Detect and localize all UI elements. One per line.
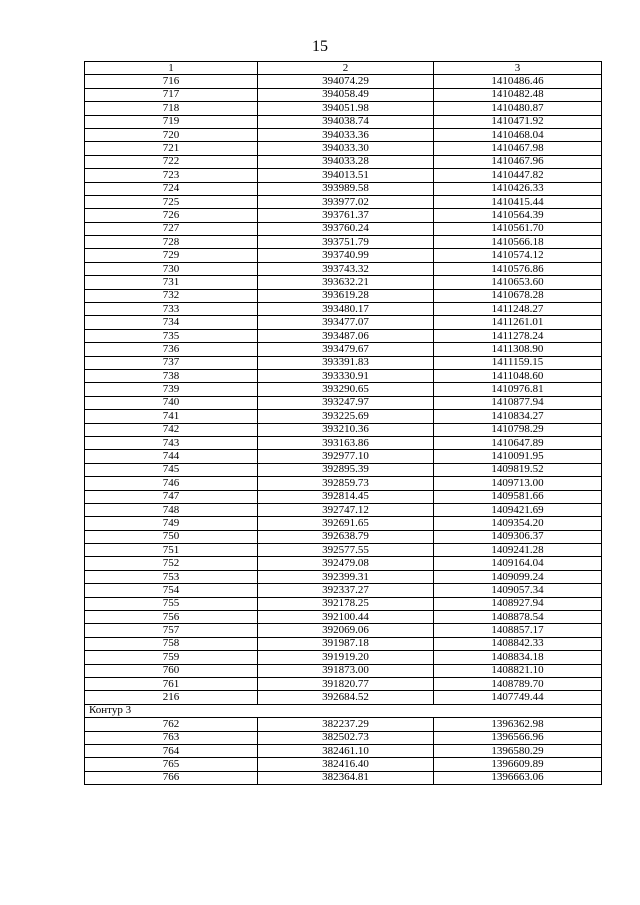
table-row — [85, 530, 602, 543]
section-label: Контур 3 — [85, 704, 602, 717]
y-coordinate-cell: 1408842.33 — [434, 637, 602, 650]
y-coordinate-cell: 1408834.18 — [434, 651, 602, 664]
x-coordinate-cell: 394058.49 — [258, 88, 434, 101]
table-row — [85, 115, 602, 128]
table-row — [85, 169, 602, 182]
x-coordinate-cell: 393761.37 — [258, 209, 434, 222]
y-coordinate-cell: 1410564.39 — [434, 209, 602, 222]
point-number-cell: 720 — [85, 128, 258, 141]
x-coordinate-cell: 393743.32 — [258, 262, 434, 275]
y-coordinate-cell: 1410574.12 — [434, 249, 602, 262]
x-coordinate-cell: 393290.65 — [258, 383, 434, 396]
table-row — [85, 289, 602, 302]
point-number-cell: 735 — [85, 329, 258, 342]
point-number-cell: 749 — [85, 517, 258, 530]
x-coordinate-cell: 382461.10 — [258, 744, 434, 757]
y-coordinate-cell: 1410653.60 — [434, 276, 602, 289]
x-coordinate-cell: 394033.28 — [258, 155, 434, 168]
x-coordinate-cell: 391987.18 — [258, 637, 434, 650]
y-coordinate-cell: 1409713.00 — [434, 477, 602, 490]
table-row — [85, 329, 602, 342]
table-row — [85, 128, 602, 141]
x-coordinate-cell: 392977.10 — [258, 450, 434, 463]
y-coordinate-cell: 1409819.52 — [434, 463, 602, 476]
point-number-cell: 717 — [85, 88, 258, 101]
y-coordinate-cell: 1410482.48 — [434, 88, 602, 101]
x-coordinate-cell: 392100.44 — [258, 611, 434, 624]
coordinates-table — [84, 61, 602, 785]
point-number-cell: 764 — [85, 744, 258, 757]
y-coordinate-cell: 1410426.33 — [434, 182, 602, 195]
y-coordinate-cell: 1410467.98 — [434, 142, 602, 155]
point-number-cell: 759 — [85, 651, 258, 664]
x-coordinate-cell: 382502.73 — [258, 731, 434, 744]
y-coordinate-cell: 1411048.60 — [434, 369, 602, 382]
x-coordinate-cell: 393225.69 — [258, 410, 434, 423]
point-number-cell: 765 — [85, 758, 258, 771]
table-row — [85, 677, 602, 690]
point-number-cell: 744 — [85, 450, 258, 463]
x-coordinate-cell: 393751.79 — [258, 236, 434, 249]
x-coordinate-cell: 392814.45 — [258, 490, 434, 503]
y-coordinate-cell: 1410576.86 — [434, 262, 602, 275]
x-coordinate-cell: 393487.06 — [258, 329, 434, 342]
point-number-cell: 745 — [85, 463, 258, 476]
x-coordinate-cell: 392747.12 — [258, 503, 434, 516]
table-row — [85, 102, 602, 115]
table-row — [85, 557, 602, 570]
table-row — [85, 142, 602, 155]
point-number-cell: 736 — [85, 343, 258, 356]
y-coordinate-cell: 1396663.06 — [434, 771, 602, 784]
x-coordinate-cell: 382237.29 — [258, 718, 434, 731]
section-row — [85, 704, 602, 717]
table-row — [85, 477, 602, 490]
table-row — [85, 731, 602, 744]
y-coordinate-cell: 1410091.95 — [434, 450, 602, 463]
table-row — [85, 611, 602, 624]
table-row — [85, 182, 602, 195]
table-row — [85, 691, 602, 704]
point-number-cell: 734 — [85, 316, 258, 329]
y-coordinate-cell: 1410678.28 — [434, 289, 602, 302]
point-number-cell: 719 — [85, 115, 258, 128]
point-number-cell: 757 — [85, 624, 258, 637]
y-coordinate-cell: 1409306.37 — [434, 530, 602, 543]
x-coordinate-cell: 394013.51 — [258, 169, 434, 182]
x-coordinate-cell: 394033.30 — [258, 142, 434, 155]
x-coordinate-cell: 392638.79 — [258, 530, 434, 543]
y-coordinate-cell: 1410468.04 — [434, 128, 602, 141]
x-coordinate-cell: 394038.74 — [258, 115, 434, 128]
x-coordinate-cell: 393391.83 — [258, 356, 434, 369]
x-coordinate-cell: 392859.73 — [258, 477, 434, 490]
table-row — [85, 517, 602, 530]
point-number-cell: 763 — [85, 731, 258, 744]
y-coordinate-cell: 1408857.17 — [434, 624, 602, 637]
x-coordinate-cell: 393479.67 — [258, 343, 434, 356]
table-row — [85, 195, 602, 208]
point-number-cell: 733 — [85, 303, 258, 316]
y-coordinate-cell: 1408789.70 — [434, 677, 602, 690]
y-coordinate-cell: 1396362.98 — [434, 718, 602, 731]
x-coordinate-cell: 391873.00 — [258, 664, 434, 677]
y-coordinate-cell: 1407749.44 — [434, 691, 602, 704]
table-row — [85, 637, 602, 650]
x-coordinate-cell: 392577.55 — [258, 544, 434, 557]
table-row — [85, 369, 602, 382]
point-number-cell: 724 — [85, 182, 258, 195]
table-row — [85, 597, 602, 610]
x-coordinate-cell: 393247.97 — [258, 396, 434, 409]
y-coordinate-cell: 1410877.94 — [434, 396, 602, 409]
point-number-cell: 732 — [85, 289, 258, 302]
point-number-cell: 752 — [85, 557, 258, 570]
table-row — [85, 570, 602, 583]
point-number-cell: 726 — [85, 209, 258, 222]
point-number-cell: 731 — [85, 276, 258, 289]
point-number-cell: 755 — [85, 597, 258, 610]
x-coordinate-cell: 392691.65 — [258, 517, 434, 530]
point-number-cell: 762 — [85, 718, 258, 731]
point-number-cell: 718 — [85, 102, 258, 115]
x-coordinate-cell: 382416.40 — [258, 758, 434, 771]
point-number-cell: 754 — [85, 584, 258, 597]
x-coordinate-cell: 393163.86 — [258, 436, 434, 449]
table-row — [85, 262, 602, 275]
section-row-group — [85, 704, 602, 717]
x-coordinate-cell: 393210.36 — [258, 423, 434, 436]
table-row — [85, 222, 602, 235]
point-number-cell: 742 — [85, 423, 258, 436]
page-number: 15 — [312, 38, 328, 55]
table-row — [85, 316, 602, 329]
x-coordinate-cell: 391820.77 — [258, 677, 434, 690]
table-row — [85, 771, 602, 784]
y-coordinate-cell: 1396566.96 — [434, 731, 602, 744]
point-number-cell: 737 — [85, 356, 258, 369]
x-coordinate-cell: 382364.81 — [258, 771, 434, 784]
point-number-cell: 716 — [85, 75, 258, 88]
table-row — [85, 209, 602, 222]
point-number-cell: 739 — [85, 383, 258, 396]
table-row — [85, 436, 602, 449]
y-coordinate-cell: 1410561.70 — [434, 222, 602, 235]
point-number-cell: 766 — [85, 771, 258, 784]
y-coordinate-cell: 1410467.96 — [434, 155, 602, 168]
y-coordinate-cell: 1410447.82 — [434, 169, 602, 182]
x-coordinate-cell: 393632.21 — [258, 276, 434, 289]
table-row — [85, 758, 602, 771]
x-coordinate-cell: 394033.36 — [258, 128, 434, 141]
table-row — [85, 463, 602, 476]
y-coordinate-cell: 1409241.28 — [434, 544, 602, 557]
table-row — [85, 396, 602, 409]
y-coordinate-cell: 1410415.44 — [434, 195, 602, 208]
table-row — [85, 236, 602, 249]
point-number-cell: 727 — [85, 222, 258, 235]
point-number-cell: 738 — [85, 369, 258, 382]
x-coordinate-cell: 392069.06 — [258, 624, 434, 637]
header-row — [85, 62, 602, 75]
x-coordinate-cell: 394051.98 — [258, 102, 434, 115]
y-coordinate-cell: 1410566.18 — [434, 236, 602, 249]
point-number-cell: 722 — [85, 155, 258, 168]
y-coordinate-cell: 1410798.29 — [434, 423, 602, 436]
x-coordinate-cell: 392399.31 — [258, 570, 434, 583]
x-coordinate-cell: 394074.29 — [258, 75, 434, 88]
point-number-cell: 750 — [85, 530, 258, 543]
table-row — [85, 584, 602, 597]
point-number-cell: 740 — [85, 396, 258, 409]
y-coordinate-cell: 1411261.01 — [434, 316, 602, 329]
table-row — [85, 303, 602, 316]
x-coordinate-cell: 393977.02 — [258, 195, 434, 208]
y-coordinate-cell: 1410647.89 — [434, 436, 602, 449]
y-coordinate-cell: 1410480.87 — [434, 102, 602, 115]
x-coordinate-cell: 392895.39 — [258, 463, 434, 476]
point-number-cell: 748 — [85, 503, 258, 516]
y-coordinate-cell: 1409164.04 — [434, 557, 602, 570]
y-coordinate-cell: 1409354.20 — [434, 517, 602, 530]
table-row — [85, 624, 602, 637]
point-number-cell: 216 — [85, 691, 258, 704]
y-coordinate-cell: 1408878.54 — [434, 611, 602, 624]
table-row — [85, 718, 602, 731]
header-cell-1: 1 — [85, 62, 258, 75]
table-row — [85, 410, 602, 423]
y-coordinate-cell: 1409421.69 — [434, 503, 602, 516]
table-row — [85, 155, 602, 168]
y-coordinate-cell: 1411278.24 — [434, 329, 602, 342]
point-number-cell: 730 — [85, 262, 258, 275]
table-row — [85, 744, 602, 757]
table-body-a — [85, 75, 602, 704]
x-coordinate-cell: 393330.91 — [258, 369, 434, 382]
point-number-cell: 729 — [85, 249, 258, 262]
table-row — [85, 664, 602, 677]
table-row — [85, 276, 602, 289]
point-number-cell: 741 — [85, 410, 258, 423]
y-coordinate-cell: 1396580.29 — [434, 744, 602, 757]
y-coordinate-cell: 1411308.90 — [434, 343, 602, 356]
x-coordinate-cell: 393619.28 — [258, 289, 434, 302]
y-coordinate-cell: 1410471.92 — [434, 115, 602, 128]
table-row — [85, 343, 602, 356]
x-coordinate-cell: 393760.24 — [258, 222, 434, 235]
table-row — [85, 249, 602, 262]
point-number-cell: 746 — [85, 477, 258, 490]
header-cell-2: 2 — [258, 62, 434, 75]
y-coordinate-cell: 1408927.94 — [434, 597, 602, 610]
y-coordinate-cell: 1408821.10 — [434, 664, 602, 677]
y-coordinate-cell: 1410976.81 — [434, 383, 602, 396]
y-coordinate-cell: 1396609.89 — [434, 758, 602, 771]
point-number-cell: 721 — [85, 142, 258, 155]
x-coordinate-cell: 392178.25 — [258, 597, 434, 610]
table-row — [85, 88, 602, 101]
point-number-cell: 747 — [85, 490, 258, 503]
table-row — [85, 651, 602, 664]
x-coordinate-cell: 392684.52 — [258, 691, 434, 704]
point-number-cell: 753 — [85, 570, 258, 583]
table-row — [85, 75, 602, 88]
point-number-cell: 760 — [85, 664, 258, 677]
x-coordinate-cell: 393480.17 — [258, 303, 434, 316]
table-row — [85, 503, 602, 516]
x-coordinate-cell: 392337.27 — [258, 584, 434, 597]
header-cell-3: 3 — [434, 62, 602, 75]
point-number-cell: 756 — [85, 611, 258, 624]
table-row — [85, 544, 602, 557]
point-number-cell: 723 — [85, 169, 258, 182]
table-row — [85, 383, 602, 396]
point-number-cell: 758 — [85, 637, 258, 650]
table-row — [85, 450, 602, 463]
x-coordinate-cell: 393989.58 — [258, 182, 434, 195]
table-body-b — [85, 718, 602, 785]
x-coordinate-cell: 391919.20 — [258, 651, 434, 664]
point-number-cell: 743 — [85, 436, 258, 449]
x-coordinate-cell: 393740.99 — [258, 249, 434, 262]
table-row — [85, 423, 602, 436]
y-coordinate-cell: 1409581.66 — [434, 490, 602, 503]
y-coordinate-cell: 1411159.15 — [434, 356, 602, 369]
point-number-cell: 761 — [85, 677, 258, 690]
y-coordinate-cell: 1410834.27 — [434, 410, 602, 423]
y-coordinate-cell: 1409057.34 — [434, 584, 602, 597]
y-coordinate-cell: 1410486.46 — [434, 75, 602, 88]
point-number-cell: 728 — [85, 236, 258, 249]
y-coordinate-cell: 1411248.27 — [434, 303, 602, 316]
table-row — [85, 356, 602, 369]
point-number-cell: 725 — [85, 195, 258, 208]
table-row — [85, 490, 602, 503]
x-coordinate-cell: 393477.07 — [258, 316, 434, 329]
y-coordinate-cell: 1409099.24 — [434, 570, 602, 583]
x-coordinate-cell: 392479.08 — [258, 557, 434, 570]
point-number-cell: 751 — [85, 544, 258, 557]
